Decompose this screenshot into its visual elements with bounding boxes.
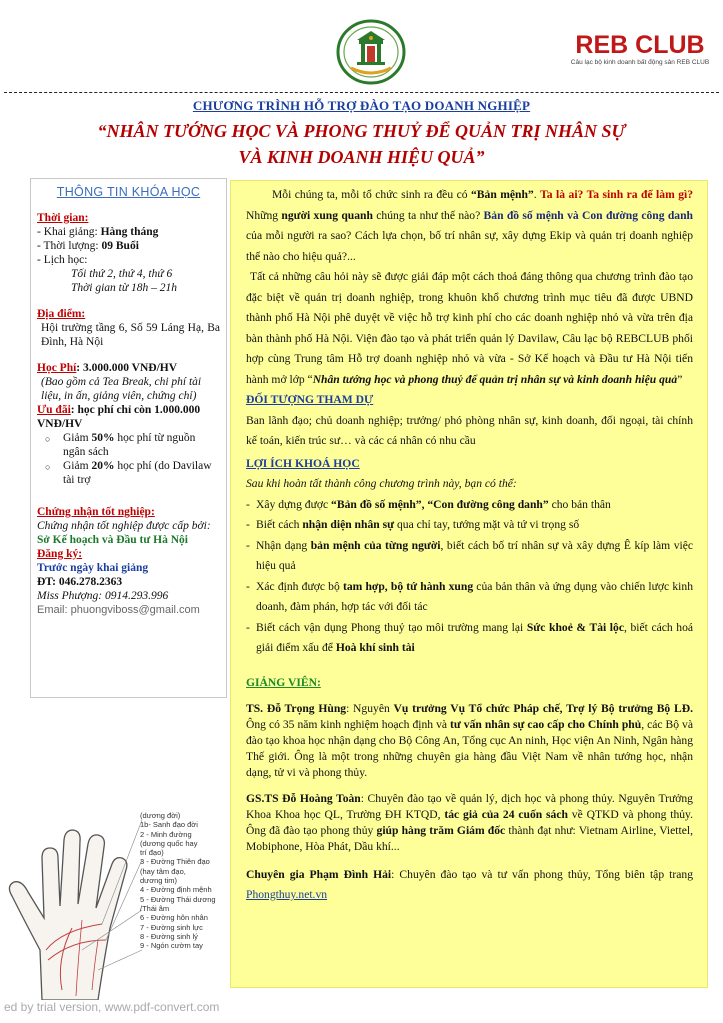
b5-pre: Biết cách vận dụng Phong thuỷ tạo môi trường mang lại [256, 620, 527, 634]
lecturer-3-a: : Chuyên đào tạo và tư vấn phong thủy, Tổng biên tập trang [391, 868, 693, 881]
b3-post: , biết cách bố trí nhân sự và xây dựng Ê kíp làm việc hiệu quả [256, 538, 693, 572]
schedule-days: Tối thứ 2, thứ 4, thứ 6 [71, 268, 173, 280]
benefits-heading: LỢI ÍCH KHOÁ HỌC [246, 456, 360, 470]
palm-label: dương tim) [140, 876, 178, 886]
discount1-pct: 50% [91, 432, 115, 444]
lecturer-3-name: Chuyên gia Phạm Đình Hải [246, 868, 392, 881]
contact-email[interactable]: Email: phuongviboss@gmail.com [37, 604, 200, 616]
info-heading: THÔNG TIN KHÓA HỌC [56, 185, 201, 199]
program-paragraph-text: Tất cả những câu hỏi này sẽ được giải đáp một cách thoả đáng thông qua chương trình đào tạo đặc biệt về quản trị doanh nghiệp, trong khuôn khổ chương trình mục tiêu đã được UBND thành phố Hà Nội phê duyệt về việc hỗ trợ kinh phí cho các doanh nghiệp nhỏ và vừa trên địa bàn thành phố Hà Nội. Viện đào tạo và phát triển quản lý Davilaw, Câu lạc bộ REBCLUB phối hợp cùng Trung tâm Hỗ trợ doanh nghiệp nhỏ và vừa - Sở Kế hoạch và Đầu tư Hà Nội tiến hành mở lớp “ [246, 270, 693, 386]
intro-part4: chúng ta như thế nào? [372, 208, 484, 222]
b4-bold: tam hợp, bộ tứ hành xung [342, 579, 474, 593]
lecturer-1-d: tư vấn nhân sự cao cấp cho Chính phủ [450, 718, 642, 731]
location-label: Địa điểm: [37, 308, 86, 320]
palm-label: 5 - Đường Thái dương [140, 894, 216, 904]
time-label: Thời gian: [37, 212, 89, 224]
b2-pre: Biết cách [256, 518, 303, 531]
contact-person: Miss Phượng: 0914.293.996 [37, 590, 169, 602]
promo-label: Ưu đãi [37, 404, 71, 416]
discount-item-1 [37, 431, 220, 459]
discount2-pre: Giảm [63, 460, 92, 472]
emblem-icon [333, 18, 409, 86]
course-description-box [230, 180, 708, 988]
lecturer-2-c: về QTKD và phong thủy. Ông đã đào tạo phong thủy [246, 808, 693, 837]
b1-pre: Xây dựng được [256, 497, 332, 511]
lecturer-2-b: tác giả của 24 cuốn sách [444, 808, 568, 821]
lecturer-2-name: GS.TS Đỗ Hoàng Toàn [246, 792, 361, 805]
hanoi-emblem-logo [333, 18, 409, 86]
cert-issuer: Sở Kế hoạch và Đầu tư Hà Nội [37, 534, 188, 546]
program-paragraph [246, 267, 693, 390]
list-item [246, 536, 693, 577]
program-subtitle: CHƯƠNG TRÌNH HỖ TRỢ ĐÀO TẠO DOANH NGHIỆP [192, 98, 531, 113]
bullet-circle-icon: ○ [45, 434, 51, 444]
promo-value: : học phí chỉ còn 1.000.000 VNĐ/HV [37, 404, 201, 430]
intro-ban-menh: “Bản mệnh” [471, 188, 534, 201]
cert-text: Chứng nhận tốt nghiệp được cấp bởi: [37, 520, 211, 532]
intro-part3: Những [246, 208, 282, 222]
discount1-pre: Giảm [63, 432, 92, 444]
course-title-line2: VÀ KINH DOANH HIỆU QUẢ” [238, 147, 485, 167]
audience-text: Ban lãnh đạo; chủ doanh nghiệp; trưởng/ phó phòng nhân sự, kinh doanh, đối ngoại, tài chính kế toán, kiến trúc sư… và các cá nhân có nhu cầu [246, 413, 693, 447]
palm-label: 8 - Đường sinh lý [140, 931, 198, 941]
brand-name: REB CLUB [575, 31, 705, 59]
bullet-circle-icon: ○ [45, 462, 51, 472]
lecturer-heading: GIẢNG VIÊN: [246, 675, 321, 689]
lecturer-2-a: : Chuyên đào tạo về quản lý, dịch học và phong thủy. Nguyên Trưởng Khoa Khoa học QL, Trường ĐH KTQD, [246, 792, 693, 821]
palm-label: (dương quốc hay [140, 838, 198, 848]
b5-bold2: Hoà khí sinh tài [335, 641, 415, 654]
opening-prefix: - Khai giảng: [37, 226, 101, 238]
phongthuy-link[interactable]: Phongthuy.net.vn [246, 888, 328, 901]
benefits-list [246, 495, 693, 659]
reb-club-logo [565, 32, 715, 67]
lecturer-1-name: TS. Đỗ Trọng Hùng [246, 702, 347, 715]
intro-who-question: Ta là ai? Ta sinh ra để làm gì? [540, 188, 694, 201]
opening-row [37, 225, 220, 239]
promo-row [37, 403, 220, 431]
list-item [246, 495, 693, 516]
intro-part1: Mỗi chúng ta, mỗi tổ chức sinh ra đều có [272, 188, 471, 201]
fee-value: : 3.000.000 VNĐ/HV [76, 362, 178, 374]
header-divider [4, 92, 719, 93]
palm-label: (hay tâm đạo, [140, 866, 186, 876]
b5-bold1: Sức khoẻ & Tài lộc [526, 620, 624, 634]
palm-label: 7 - Đường sinh lực [140, 922, 203, 932]
register-before: Trước ngày khai giảng [37, 562, 149, 574]
cert-label: Chứng nhận tốt nghiệp: [37, 506, 155, 518]
course-title [0, 118, 723, 170]
b3-pre: Nhận dạng [256, 538, 311, 552]
lecturer-3 [246, 865, 693, 905]
b4-post: của bản thân và ứng dụng vào chiến lược kinh doanh, đàm phán, hợp tác với đối tác [256, 579, 693, 613]
fee-note: (Bao gồm cả Tea Break, chi phí tài liệu, in ấn, giảng viên, chứng chỉ) [41, 376, 202, 402]
intro-paragraph [246, 185, 693, 267]
intro-destiny-map: Bản đồ số mệnh và Con đường công danh [483, 208, 693, 222]
palm-label: (dương đời) [140, 811, 181, 820]
lecturer-1-c: Ông có 35 năm kinh nghiệm hoạch định và [246, 718, 450, 731]
schedule-time: Thời gian từ 18h – 21h [71, 282, 178, 294]
trial-watermark: ed by trial version, www.pdf-convert.com [4, 1000, 220, 1014]
duration-row [37, 239, 220, 253]
schedule-label: - Lịch học: [37, 254, 88, 266]
b2-bold: nhận diện nhân sự [302, 518, 395, 531]
location-value: Hội trường tầng 6, Số 59 Láng Hạ, Ba Đình, Hà Nội [41, 322, 220, 348]
intro-part5: của mỗi người ra sao? Cách lựa chọn, bố trí nhân sự, xây dựng Ekip và quản trị doanh nghiệp thế nào cho hiệu quả?... [246, 229, 693, 263]
lecturer-2 [246, 791, 693, 855]
list-item [246, 577, 693, 618]
list-item [246, 515, 693, 536]
palm-label: 3 - Đường Thiên đạo [140, 857, 210, 867]
b4-pre: Xác định được bộ [256, 579, 343, 593]
lecturer-1-e: , các Bộ và đào tạo khoa học nhận dạng cho Bộ Công An, Tổng cục An ninh, Học viện An Ninh, Ngân hàng Thế giới. Ông là một trong những chuyên gia hàng đầu Việt Nam về nhân tướng học, nhận dạng, tử vi và phong thủy. [246, 718, 693, 779]
lecturer-1-a: : Nguyên [346, 702, 394, 715]
fee-row [37, 361, 220, 375]
duration-value: 09 Buổi [101, 240, 139, 252]
b1-bold: “Bản đồ số mệnh”, “Con đường công danh” [331, 497, 549, 511]
program-paragraph-title: Nhân tướng học và phong thuỷ để quản trị nhân sự và kinh doanh hiệu quả [312, 372, 678, 386]
palm-label: 4 - Đường định mệnh [140, 885, 212, 895]
palm-line-labels [140, 811, 230, 950]
discount2-pct: 20% [91, 460, 115, 472]
list-item [246, 618, 693, 659]
duration-prefix: - Thời lượng: [37, 240, 102, 252]
audience-heading: ĐỐI TƯỢNG THAM DỰ [246, 393, 374, 406]
lecturer-2-d: giúp hàng trăm Giám đốc [376, 824, 506, 837]
register-label: Đăng ký: [37, 548, 83, 560]
palm-label: /Thái âm [140, 903, 170, 913]
b2-post: qua chỉ tay, tướng mặt và tứ vi trọng số [394, 518, 580, 531]
b3-bold: bản mệnh của từng người [310, 538, 441, 552]
discount-item-2 [37, 459, 220, 487]
b1-post: cho bản thân [548, 497, 611, 511]
discount1-post: học phí từ nguồn ngân sách [63, 432, 196, 458]
opening-value: Hàng tháng [100, 226, 159, 238]
palm-label: 2 - Minh đường [140, 829, 192, 839]
intro-part2: . [533, 188, 541, 201]
lecturer-1-b: Vụ trưởng Vụ Tổ chức Pháp chế, Trợ lý Bộ trưởng Bộ LĐ. [393, 702, 693, 715]
lecturer-1 [246, 701, 693, 781]
fee-label: Học Phí [37, 362, 77, 374]
benefits-intro: Sau khi hoàn tất thành công chương trình này, bạn có thể: [246, 477, 517, 490]
discount2-post: học phí (do Davilaw tài trợ [63, 460, 212, 486]
palm-label: 9 - Ngón cườm tay [140, 941, 203, 951]
course-title-line1: “NHÂN TƯỚNG HỌC VÀ PHONG THUỶ ĐỂ QUẢN TRỊ NHÂN SỰ [97, 121, 626, 141]
palm-label: trí đạo) [140, 848, 164, 858]
program-paragraph-end: ” [677, 372, 683, 386]
palm-label: 1b- Sanh đạo đời [140, 820, 198, 830]
palm-label: 6 - Đường hôn nhân [140, 913, 208, 923]
course-info-box [30, 178, 227, 698]
brand-subtitle: Câu lạc bộ kinh doanh bất động sản REB CLUB [570, 59, 710, 66]
b5-mid: , biết cách hoá giải điểm xấu để [256, 620, 694, 654]
intro-people: người xung quanh [281, 208, 373, 222]
phone-number: ĐT: 046.278.2363 [37, 576, 123, 588]
lecturer-2-e: thành đạt như: Vietnam Airline, Viettel, Mobiphone, Hòa Phát, Dầu khí... [246, 824, 693, 853]
